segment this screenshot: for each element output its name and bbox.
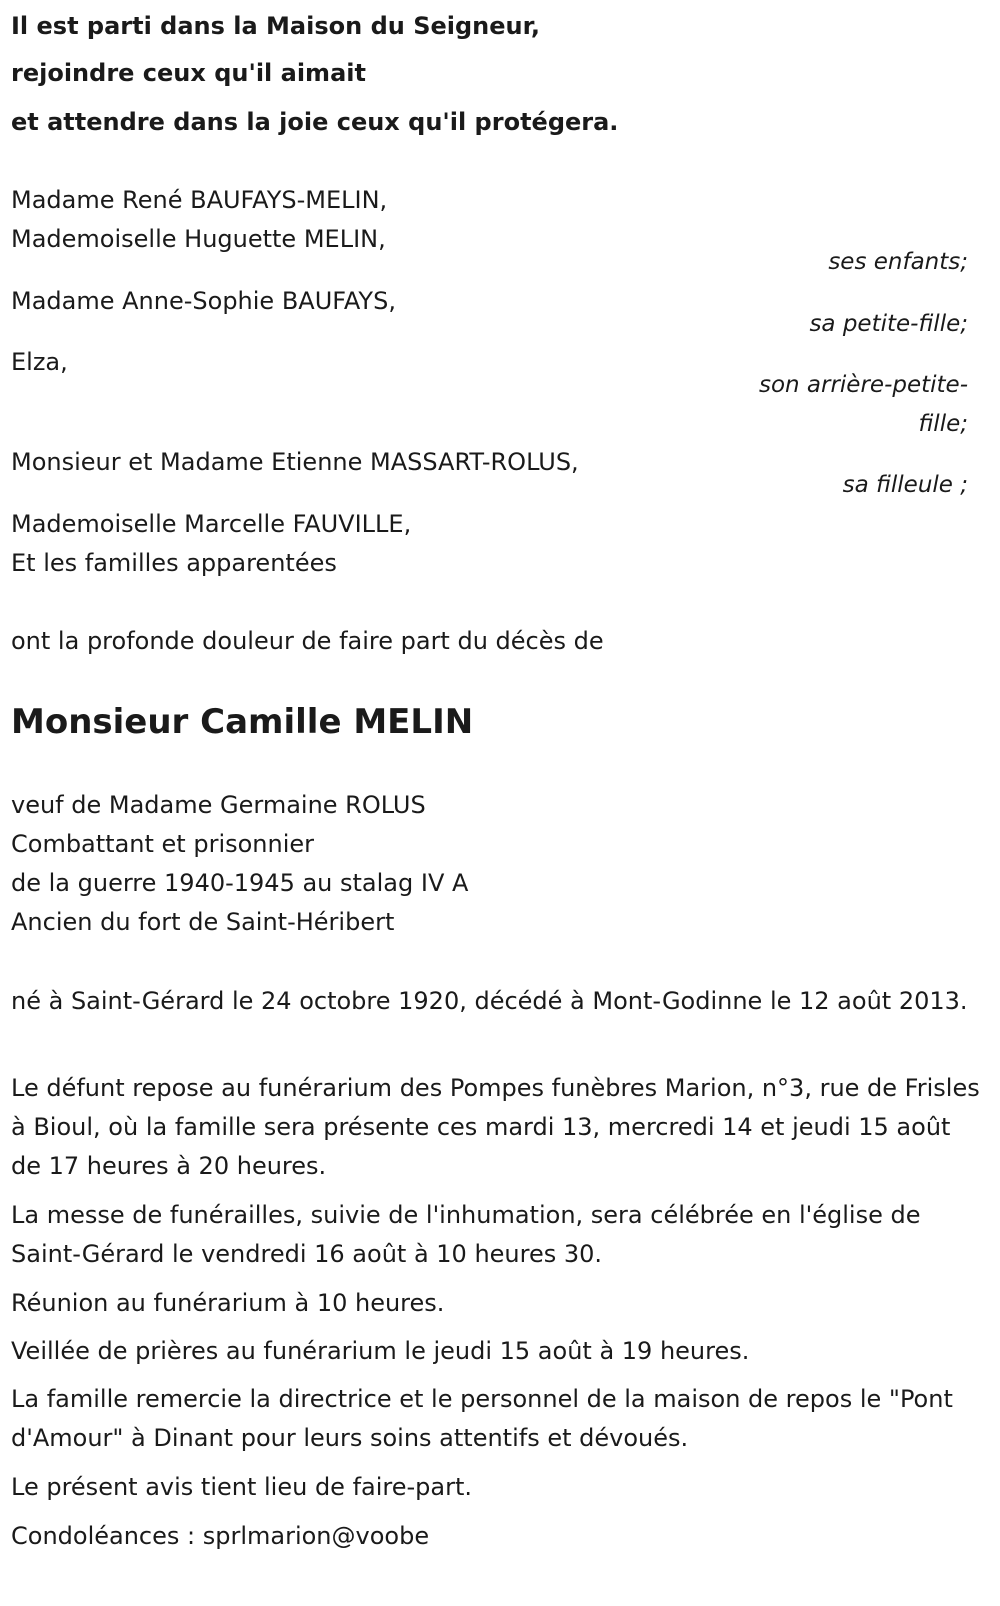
relation-granddaughter: sa petite-fille;	[809, 311, 968, 337]
family-member-2: Mademoiselle Huguette MELIN,	[11, 225, 386, 253]
family-member-4: Elza,	[11, 348, 68, 376]
family-member-6: Mademoiselle Marcelle FAUVILLE,	[11, 510, 412, 538]
family-member-5: Monsieur et Madame Etienne MASSART-ROLUS,	[11, 448, 579, 476]
bio-line-3: de la guerre 1940-1945 au stalag IV A	[11, 869, 469, 897]
relation-children: ses enfants;	[828, 249, 968, 275]
family-member-3: Madame Anne-Sophie BAUFAYS,	[11, 287, 396, 315]
birth-death-paragraph: né à Saint-Gérard le 24 octobre 1920, décédé à Mont-Godinne le 12 août 2013.	[11, 987, 968, 1015]
relation-goddaughter: sa filleule ;	[842, 472, 968, 498]
bio-line-4: Ancien du fort de Saint-Héribert	[11, 908, 395, 936]
family-member-1: Madame René BAUFAYS-MELIN,	[11, 186, 388, 214]
meeting-paragraph: Réunion au funérarium à 10 heures.	[11, 1289, 445, 1317]
wake-paragraph: Le défunt repose au funérarium des Pompes funèbres Marion, n°3, rue de Frisles à Bioul, où la famille sera présente ces mardi 13, mercredi 14 et jeudi 15 août de 17 heures à 20 heures.	[11, 1074, 980, 1180]
verse-line-2: rejoindre ceux qu'il aimait	[11, 59, 366, 87]
family-member-7: Et les familles apparentées	[11, 549, 337, 577]
condolences-paragraph: Condoléances : sprlmarion@voobe	[11, 1522, 430, 1550]
relation-great-granddaughter-line-1: son arrière-petite-	[758, 372, 968, 398]
thanks-paragraph: La famille remercie la directrice et le personnel de la maison de repos le "Pont d'Amour" à Dinant pour leurs soins attentifs et dévoués.	[11, 1385, 953, 1452]
prayer-vigil-paragraph: Veillée de prières au funérarium le jeudi 15 août à 19 heures.	[11, 1337, 750, 1365]
bio-line-1: veuf de Madame Germaine ROLUS	[11, 791, 426, 819]
verse-line-3: et attendre dans la joie ceux qu'il protégera.	[11, 108, 619, 136]
notice-paragraph: Le présent avis tient lieu de faire-part.	[11, 1473, 473, 1501]
bio-line-2: Combattant et prisonnier	[11, 830, 315, 858]
deceased-name: Monsieur Camille MELIN	[11, 702, 474, 742]
relation-great-granddaughter-line-2: fille;	[918, 411, 968, 437]
announcement-text: ont la profonde douleur de faire part du décès de	[11, 627, 604, 655]
verse-line-1: Il est parti dans la Maison du Seigneur,	[11, 12, 541, 40]
funeral-mass-paragraph: La messe de funérailles, suivie de l'inhumation, sera célébrée en l'église de Saint-Gérard le vendredi 16 août à 10 heures 30.	[11, 1201, 921, 1268]
